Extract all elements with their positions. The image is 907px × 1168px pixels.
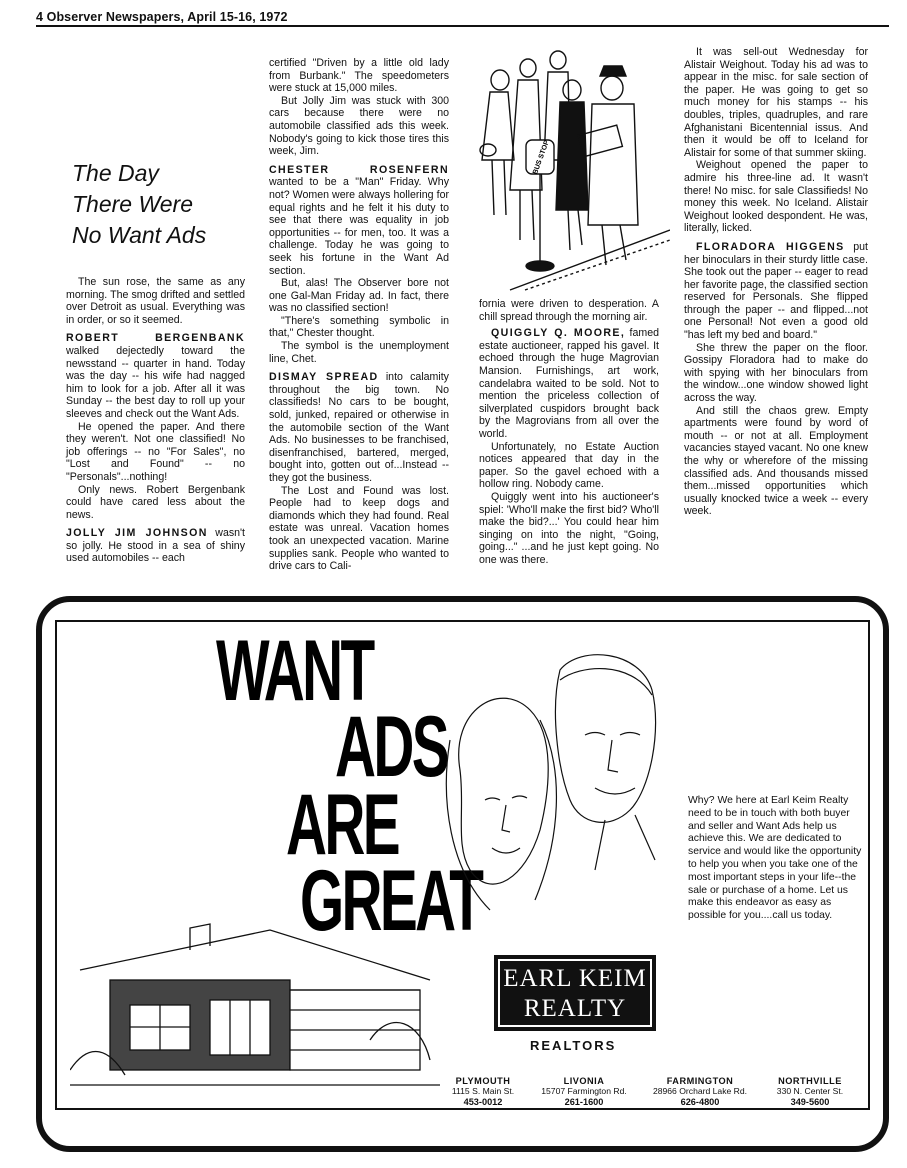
paragraph-text: into calamity throughout the big town. No classifieds! No cars to be bought, sold, junked, repaired or otherwise in the automobile section of the Want Ads. No businesses to be franchised, disenfranchised, bartered, merged, bought into, gotten out of...Instead -- they got the business.	[269, 371, 449, 484]
office-name: NORTHVILLE	[778, 1076, 842, 1086]
paragraph	[479, 327, 659, 440]
office-farmington	[644, 1076, 756, 1107]
article-column-2	[269, 57, 449, 573]
paragraph	[269, 371, 449, 484]
office-phone: 453-0012	[463, 1096, 503, 1107]
office-plymouth	[448, 1076, 518, 1107]
paragraph: But, alas! The Observer bore not one Gal-Man Friday ad. In fact, there was no classified section!	[269, 277, 449, 315]
logo-line: REALTY	[523, 995, 627, 1022]
office-address: 330 N. Center St.	[776, 1086, 844, 1097]
title-line: There Were	[72, 191, 194, 217]
paragraph: Weighout opened the paper to admire his three-line ad. It wasn't there! No misc. for sale Classifieds! No money this week. No Iceland. Alistair Weighout looked despondent. He was, literally, licked.	[684, 159, 868, 235]
office-name: LIVONIA	[563, 1076, 605, 1086]
paragraph-text: wasn't so jolly. He stood in a sea of shiny used automobiles -- each	[66, 527, 245, 565]
office-phone: 626-4800	[680, 1096, 720, 1107]
paragraph: The Lost and Found was lost. People had to keep dogs and diamonds which they had found. Real estate was unreal. Vacation homes took an unexpected vacation. Marine supplies sank. People who wanted to drive cars to Cali-	[269, 484, 449, 573]
office-northville	[762, 1076, 858, 1107]
paragraph: The sun rose, the same as any morning. The smog drifted and settled over Detroit as usual. Everything was in order, or so it seemed.	[66, 276, 245, 326]
page-header: 4 Observer Newspapers, April 15-16, 1972	[36, 10, 288, 24]
title-line: No Want Ads	[72, 222, 207, 248]
paragraph: "There's something symbolic in that," Chester thought.	[269, 314, 449, 340]
article-column-3	[479, 298, 659, 566]
ad-headline-word: ARE	[286, 777, 398, 873]
logo-line: EARL KEIM	[503, 965, 647, 992]
paragraph: He opened the paper. And there they weren't. Not one classified! No job offerings -- no "For Sales", no "Lost and Found" -- no "Personals"...nothing!	[66, 420, 245, 483]
office-name: FARMINGTON	[666, 1076, 734, 1086]
paragraph-text: walked dejectedly toward the newsstand -- quarter in hand. Today was the day -- his wife had nagged him to look for a job. After all it was Sunday -- the best day to roll up your sleeves and check out the Want Ads.	[66, 344, 245, 420]
office-phone: 349-5600	[790, 1096, 830, 1107]
earl-keim-realty-logo	[494, 955, 656, 1031]
couple-portrait-illustration	[430, 640, 670, 930]
house-illustration	[70, 910, 440, 1100]
article-column-4	[684, 46, 868, 518]
ad-headline-word: ADS	[335, 699, 447, 795]
paragraph	[684, 241, 868, 342]
paragraph-text: put her binoculars in their sturdy little case. She took out the paper -- eager to read her favorite page, the classified section reserved for Personals. She flipped through the paper -- and flipped...not one Personal! Not even a good old "has left my bed and board."	[684, 240, 868, 342]
office-address: 1115 S. Main St.	[451, 1086, 515, 1097]
article-title	[72, 158, 262, 251]
paragraph	[66, 527, 245, 565]
paragraph: Only news. Robert Bergenbank could have cared less about the news.	[66, 483, 245, 521]
lead-in: ROBERT BERGENBANK	[66, 332, 245, 345]
paragraph: But Jolly Jim was stuck with 300 cars because there were no automobile classified ads this week. Nobody's going to kick those tires this week, Jim.	[269, 94, 449, 158]
title-line: The Day	[72, 160, 159, 186]
ad-headline-word: GREAT	[300, 853, 482, 949]
bus-stop-sign-text: BUS STOP	[532, 139, 551, 176]
realtors-label: REALTORS	[530, 1038, 617, 1053]
paragraph	[66, 332, 245, 420]
paragraph: Quiggly went into his auctioneer's spiel: 'Who'll make the first bid? Who'll make the bid?...' You could hear him singing on into the night, "Going, going..." ...and he just kept going. No one was there.	[479, 490, 659, 566]
office-list	[448, 1076, 868, 1112]
paragraph: certified "Driven by a little old lady from Burbank." The speedometers were stuck at 15,000 miles.	[269, 57, 449, 95]
paragraph: And still the chaos grew. Empty apartments were found by word of mouth -- or not at all. Employment vacancies stayed vacant. No one knew the why or wherefore of the missing classified ads. And thousands missed them...missed opportunities which usually knocked twice a week -- every week.	[684, 404, 868, 518]
lead-in: DISMAY SPREAD	[269, 371, 379, 384]
office-name: PLYMOUTH	[455, 1076, 511, 1086]
paragraph-text: wanted to be a "Man" Friday. Why not? Women were always hollering for equal rights and he felt it his duty to see that there was equality in job opportunities -- for men, too. It was a challenge. Today he was going to seek his fortune in the Want Ad section.	[269, 176, 449, 277]
lead-in: FLORADORA HIGGENS	[696, 240, 845, 253]
paragraph	[269, 164, 449, 277]
paragraph: It was sell-out Wednesday for Alistair Weighout. Today his ad was to appear in the misc. for sale section of the paper. He was going to get so much money for his stamps -- his doubles, triples, quadruples, and rare Afghanistani Bicentennial issus. And then it would be off to Iceland for Alistair for some of that summer skiing.	[684, 46, 868, 159]
lead-in: CHESTER ROSENFERN	[269, 163, 449, 176]
office-address: 15707 Farmington Rd.	[541, 1086, 627, 1097]
lead-in: JOLLY JIM JOHNSON	[66, 527, 208, 540]
paragraph-text: famed estate auctioneer, rapped his gavel. It echoed through the huge Magrovian Mansion. Furnishings, art work, candelabra waited to be sold. Not to mention the priceless collection of silverplated cuspidors brought back by the Magrovians from all over the world.	[479, 327, 659, 440]
office-address: 28966 Orchard Lake Rd.	[652, 1086, 748, 1097]
ad-body-copy: Why? We here at Earl Keim Realty need to be in touch with both buyer and seller and Want Ads help us achieve this. We are dedicated to service and would like the opportunity to help you when you take one of the most important steps in your life--the sale or purchase of a home. Let us make this endeavor as easy as possible for you....call us today.	[688, 795, 862, 922]
header-rule	[36, 25, 889, 27]
paragraph: The symbol is the unemployment line, Chet.	[269, 340, 449, 365]
lead-in: QUIGGLY Q. MOORE,	[491, 327, 626, 340]
office-phone: 261-1600	[564, 1096, 604, 1107]
paragraph: She threw the paper on the floor. Gossipy Floradora had to make do with spying with her binoculars from the window...one window showed light across the way.	[684, 341, 868, 405]
article-column-1	[66, 276, 245, 565]
office-livonia	[534, 1076, 634, 1107]
bus-stop-illustration	[470, 40, 670, 295]
ad-headline-word: WANT	[216, 623, 373, 719]
paragraph: fornia were driven to desperation. A chill spread through the morning air.	[479, 298, 659, 323]
paragraph: Unfortunately, no Estate Auction notices appeared that day in the paper. So the gavel echoed with a hollow ring. Nobody came.	[479, 440, 659, 491]
